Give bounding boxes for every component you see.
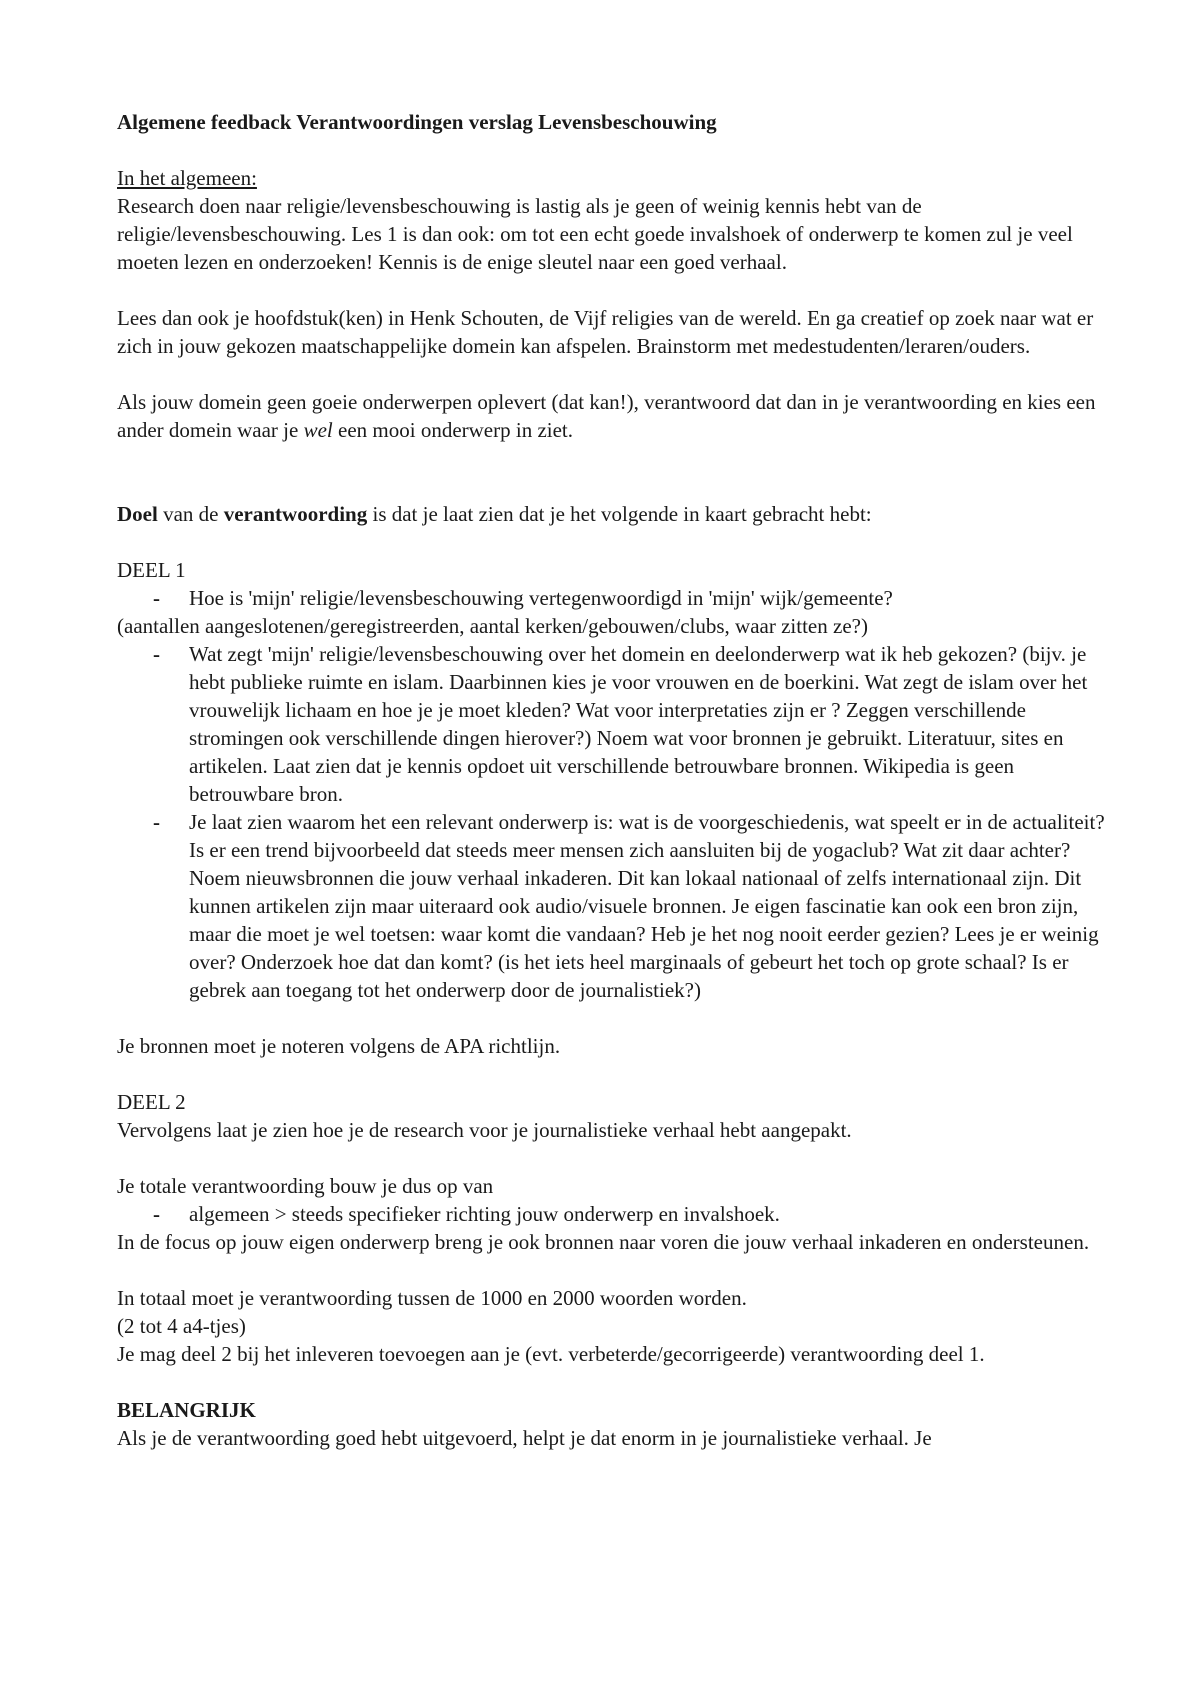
deel1-list-2 [117, 640, 1107, 1004]
deel1-list [117, 584, 1107, 612]
deel2-paragraph-2: Je totale verantwoording bouw je dus op van [117, 1174, 494, 1198]
deel2-list [117, 1200, 1107, 1228]
deel2-paragraph-5: (2 tot 4 a4-tjes) [117, 1314, 246, 1338]
apa-note: Je bronnen moet je noteren volgens de APA richtlijn. [117, 1034, 561, 1058]
deel2-paragraph-3: In de focus op jouw eigen onderwerp breng je ook bronnen naar voren die jouw verhaal inkaderen en ondersteunen. [117, 1230, 1090, 1254]
intro-heading: In het algemeen: [117, 166, 257, 190]
deel2-paragraph-4: In totaal moet je verantwoording tussen de 1000 en 2000 woorden worden. [117, 1286, 747, 1310]
deel1-bullet-3: - Je laat zien waarom het een relevant onderwerp is: wat is de voorgeschiedenis, wat speelt er in de actualiteit? Is er een trend bijvoorbeeld dat steeds meer mensen zich aansluiten bij de yogaclub? Wat zit daar achter? Noem nieuwsbronnen die jouw verhaal inkaderen. Dit kan lokaal nationaal of zelfs internationaal zijn. Dit kunnen artikelen zijn maar uiteraard ook audio/visuele bronnen. Je eigen fascinatie kan ook een bron zijn, maar die moet je wel toetsen: waar komt die vandaan? Heb je het nog nooit eerder gezien? Lees je er weinig over? Onderzoek hoe dat dan komt? (is het iets heel marginaals of gebeurt het toch op grote schaal? Is er gebrek aan toegang tot het onderwerp door de journalistiek?) [117, 808, 1107, 1004]
deel1-bullet-2: - Wat zegt 'mijn' religie/levensbeschouwing over het domein en deelonderwerp wat ik heb gekozen? (bijv. je hebt publieke ruimte en islam. Daarbinnen kies je voor vrouwen en de boerkini. Wat zegt de islam over het vrouwelijk lichaam en hoe je je moet kleden? Wat voor interpretaties zijn er ? Zeggen verschillende stromingen ook verschillende dingen hierover?) Noem wat voor bronnen je gebruikt. Literatuur, sites en artikelen. Laat zien dat je kennis opdoet uit verschillende betrouwbare bronnen. Wikipedia is geen betrouwbare bron. [117, 640, 1107, 808]
emphasis-wel: wel [303, 418, 333, 442]
document-page [117, 108, 1107, 1452]
intro-paragraph-2: Lees dan ook je hoofdstuk(ken) in Henk Schouten, de Vijf religies van de wereld. En ga creatief op zoek naar wat er zich in jouw gekozen maatschappelijke domein kan afspelen. Brainstorm met medestudenten/leraren/ouders. [117, 306, 1094, 358]
deel2-paragraph-1: Vervolgens laat je zien hoe je de research voor je journalistieke verhaal hebt aangepakt. [117, 1118, 852, 1142]
deel2-heading: DEEL 2 [117, 1090, 186, 1114]
important-heading: BELANGRIJK [117, 1398, 256, 1422]
deel1-note: (aantallen aangeslotenen/geregistreerden, aantal kerken/gebouwen/clubs, waar zitten ze?) [117, 614, 868, 638]
deel1-bullet-1: - Hoe is 'mijn' religie/levensbeschouwing vertegenwoordigd in 'mijn' wijk/gemeente? [117, 584, 1107, 612]
intro-paragraph-1: Research doen naar religie/levensbeschouwing is lastig als je geen of weinig kennis hebt van de religie/levensbeschouwing. Les 1 is dan ook: om tot een echt goede invalshoek of onderwerp te komen zul je veel moeten lezen en onderzoeken! Kennis is de enige sleutel naar een goed verhaal. [117, 194, 1073, 274]
important-paragraph: Als je de verantwoording goed hebt uitgevoerd, helpt je dat enorm in je journalistieke verhaal. Je [117, 1426, 932, 1450]
deel2-bullet-1: - algemeen > steeds specifieker richting jouw onderwerp en invalshoek. [117, 1200, 1107, 1228]
deel2-paragraph-6: Je mag deel 2 bij het inleveren toevoegen aan je (evt. verbeterde/gecorrigeerde) verantwoording deel 1. [117, 1342, 985, 1366]
intro-paragraph-3: Als jouw domein geen goeie onderwerpen oplevert (dat kan!), verantwoord dat dan in je verantwoording en kies een ander domein waar je wel een mooi onderwerp in ziet. [117, 390, 1096, 442]
document-title: Algemene feedback Verantwoordingen verslag Levensbeschouwing [117, 110, 717, 134]
deel1-heading: DEEL 1 [117, 558, 186, 582]
goal-paragraph: Doel van de verantwoording is dat je laat zien dat je het volgende in kaart gebracht hebt: [117, 502, 872, 526]
